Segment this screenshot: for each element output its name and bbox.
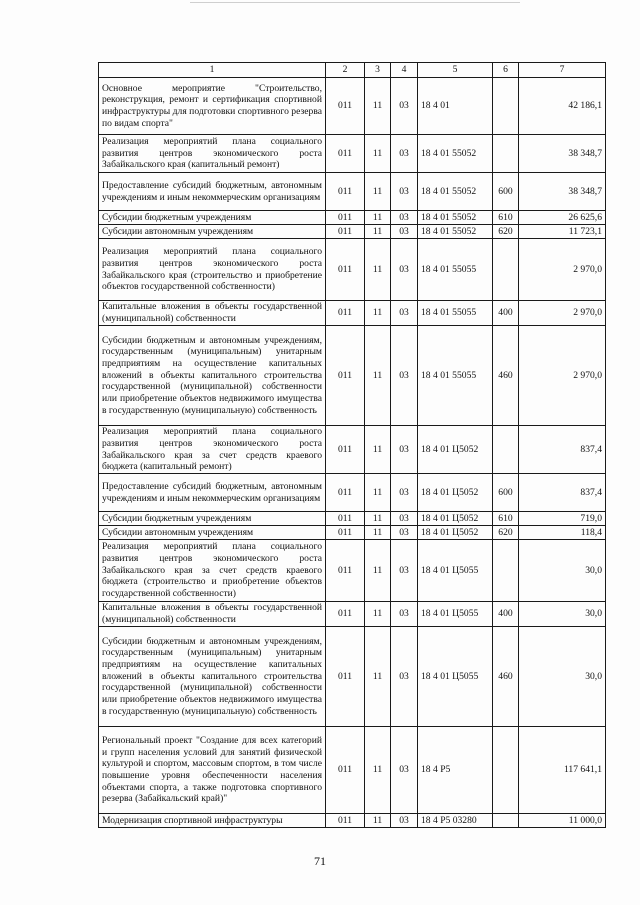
cell-target: 18 4 01 Ц5052 [418,512,493,526]
cell-ministry: 011 [326,239,365,301]
cell-expense-type: 620 [493,526,519,540]
cell-name: Субсидии бюджетным учреждениям [99,512,326,526]
cell-ministry: 011 [326,301,365,326]
cell-amount: 2 970,0 [519,326,606,426]
cell-amount: 2 970,0 [519,301,606,326]
budget-table [98,62,606,828]
table-row [99,326,606,426]
cell-subsection: 03 [391,211,418,225]
cell-subsection: 03 [391,512,418,526]
header-col-4: 4 [391,63,418,78]
cell-ministry: 011 [326,225,365,239]
header-col-6: 6 [493,63,519,78]
cell-ministry: 011 [326,627,365,727]
cell-amount: 26 625,6 [519,211,606,225]
cell-expense-type: 400 [493,602,519,627]
cell-section: 11 [365,326,391,426]
cell-expense-type [493,135,519,173]
cell-amount: 117 641,1 [519,727,606,814]
cell-ministry: 011 [326,135,365,173]
cell-ministry: 011 [326,814,365,828]
cell-target: 18 4 01 Ц5052 [418,526,493,540]
table-row [99,301,606,326]
cell-section: 11 [365,602,391,627]
cell-subsection: 03 [391,326,418,426]
cell-subsection: 03 [391,627,418,727]
cell-subsection: 03 [391,727,418,814]
cell-expense-type [493,426,519,474]
table-row [99,727,606,814]
cell-name: Субсидии бюджетным и автономным учреждениям, государственным (муниципальным) унитарным предприятиям на осуществление капитальных вложений в объекты капитального строительства государственной (муниципальной) собственности или приобретение объектов недвижимого имущества в государственную (муниципальную) собственность [99,627,326,727]
cell-target: 18 4 P5 [418,727,493,814]
cell-amount: 30,0 [519,540,606,602]
cell-target: 18 4 P5 03280 [418,814,493,828]
cell-amount: 30,0 [519,627,606,727]
header-col-3: 3 [365,63,391,78]
cell-ministry: 011 [326,727,365,814]
cell-name: Субсидии автономным учреждениям [99,225,326,239]
cell-target: 18 4 01 55052 [418,135,493,173]
cell-subsection: 03 [391,78,418,135]
header-col-7: 7 [519,63,606,78]
cell-name: Реализация мероприятий плана социального развития центров экономического роста Забайкальского края (капитальный ремонт) [99,135,326,173]
header-col-2: 2 [326,63,365,78]
cell-section: 11 [365,814,391,828]
cell-ministry: 011 [326,326,365,426]
cell-expense-type: 400 [493,301,519,326]
cell-target: 18 4 01 Ц5055 [418,627,493,727]
cell-section: 11 [365,727,391,814]
table-row [99,426,606,474]
cell-section: 11 [365,135,391,173]
cell-expense-type: 460 [493,326,519,426]
cell-name: Субсидии бюджетным и автономным учреждениям, государственным (муниципальным) унитарным предприятиям на осуществление капитальных вложений в объекты капитального строительства государственной (муниципальной) собственности или приобретение объектов недвижимого имущества в государственную (муниципальную) собственность [99,326,326,426]
cell-amount: 719,0 [519,512,606,526]
cell-section: 11 [365,211,391,225]
cell-section: 11 [365,173,391,211]
cell-ministry: 011 [326,211,365,225]
cell-section: 11 [365,225,391,239]
table-header-row [99,63,606,78]
cell-expense-type: 620 [493,225,519,239]
cell-subsection: 03 [391,526,418,540]
cell-subsection: 03 [391,239,418,301]
cell-expense-type [493,78,519,135]
cell-target: 18 4 01 Ц5055 [418,602,493,627]
cell-expense-type [493,239,519,301]
table-row [99,239,606,301]
top-edge-line [190,2,520,3]
cell-amount: 11 723,1 [519,225,606,239]
cell-section: 11 [365,474,391,512]
cell-subsection: 03 [391,225,418,239]
table-row [99,225,606,239]
cell-ministry: 011 [326,512,365,526]
cell-target: 18 4 01 55055 [418,301,493,326]
cell-name: Реализация мероприятий плана социального развития центров экономического роста Забайкальского края (строительство и приобретение объектов государственной собственности) [99,239,326,301]
cell-name: Реализация мероприятий плана социального развития центров экономического роста Забайкальского края за счет средств краевого бюджета (строительство и приобретение объектов государственной собственности) [99,540,326,602]
cell-amount: 2 970,0 [519,239,606,301]
cell-expense-type [493,727,519,814]
cell-amount: 837,4 [519,474,606,512]
cell-name: Предоставление субсидий бюджетным, автономным учреждениям и иным некоммерческим организациям [99,474,326,512]
cell-section: 11 [365,526,391,540]
cell-name: Модернизация спортивной инфраструктуры [99,814,326,828]
cell-ministry: 011 [326,526,365,540]
cell-expense-type: 600 [493,173,519,211]
cell-name: Капитальные вложения в объекты государственной (муниципальной) собственности [99,301,326,326]
cell-section: 11 [365,301,391,326]
table-row [99,173,606,211]
cell-ministry: 011 [326,173,365,211]
cell-section: 11 [365,239,391,301]
cell-amount: 42 186,1 [519,78,606,135]
table-row [99,135,606,173]
cell-expense-type [493,540,519,602]
cell-target: 18 4 01 55055 [418,239,493,301]
cell-section: 11 [365,78,391,135]
cell-ministry: 011 [326,78,365,135]
cell-target: 18 4 01 [418,78,493,135]
cell-target: 18 4 01 55055 [418,326,493,426]
cell-target: 18 4 01 Ц5055 [418,540,493,602]
cell-expense-type: 610 [493,211,519,225]
table-body [99,78,606,828]
cell-expense-type: 610 [493,512,519,526]
header-col-1: 1 [99,63,326,78]
cell-expense-type: 460 [493,627,519,727]
cell-name: Капитальные вложения в объекты государственной (муниципальной) собственности [99,602,326,627]
cell-ministry: 011 [326,602,365,627]
cell-subsection: 03 [391,814,418,828]
cell-target: 18 4 01 Ц5052 [418,426,493,474]
table-row [99,814,606,828]
cell-subsection: 03 [391,426,418,474]
cell-subsection: 03 [391,135,418,173]
table-row [99,512,606,526]
cell-name: Реализация мероприятий плана социального развития центров экономического роста Забайкальского края за счет средств краевого бюджета (капитальный ремонт) [99,426,326,474]
cell-ministry: 011 [326,474,365,512]
cell-section: 11 [365,540,391,602]
header-col-5: 5 [418,63,493,78]
cell-name: Основное мероприятие "Строительство, реконструкция, ремонт и сертификация спортивной инфраструктуры для подготовки спортивного резерва по видам спорта" [99,78,326,135]
cell-amount: 30,0 [519,602,606,627]
cell-expense-type [493,814,519,828]
cell-section: 11 [365,627,391,727]
cell-name: Предоставление субсидий бюджетным, автономным учреждениям и иным некоммерческим организациям [99,173,326,211]
cell-ministry: 011 [326,426,365,474]
cell-name: Субсидии автономным учреждениям [99,526,326,540]
cell-amount: 118,4 [519,526,606,540]
cell-target: 18 4 01 55052 [418,225,493,239]
cell-subsection: 03 [391,602,418,627]
cell-section: 11 [365,426,391,474]
cell-amount: 38 348,7 [519,173,606,211]
table-row [99,211,606,225]
cell-subsection: 03 [391,173,418,211]
cell-name: Региональный проект "Создание для всех категорий и групп населения условий для занятий физической культурой и спортом, массовым спортом, в том числе повышение уровня обеспеченности населения объектами спорта, а также подготовка спортивного резерва (Забайкальский край)" [99,727,326,814]
cell-target: 18 4 01 55052 [418,173,493,211]
cell-subsection: 03 [391,540,418,602]
table-row [99,602,606,627]
cell-amount: 837,4 [519,426,606,474]
table-row [99,540,606,602]
table-row [99,474,606,512]
table-row [99,526,606,540]
cell-section: 11 [365,512,391,526]
page-number: 71 [314,854,326,868]
cell-subsection: 03 [391,301,418,326]
cell-amount: 38 348,7 [519,135,606,173]
cell-target: 18 4 01 Ц5052 [418,474,493,512]
cell-target: 18 4 01 55052 [418,211,493,225]
cell-expense-type: 600 [493,474,519,512]
cell-ministry: 011 [326,540,365,602]
cell-amount: 11 000,0 [519,814,606,828]
cell-name: Субсидии бюджетным учреждениям [99,211,326,225]
table-row [99,627,606,727]
table-row [99,78,606,135]
cell-subsection: 03 [391,474,418,512]
